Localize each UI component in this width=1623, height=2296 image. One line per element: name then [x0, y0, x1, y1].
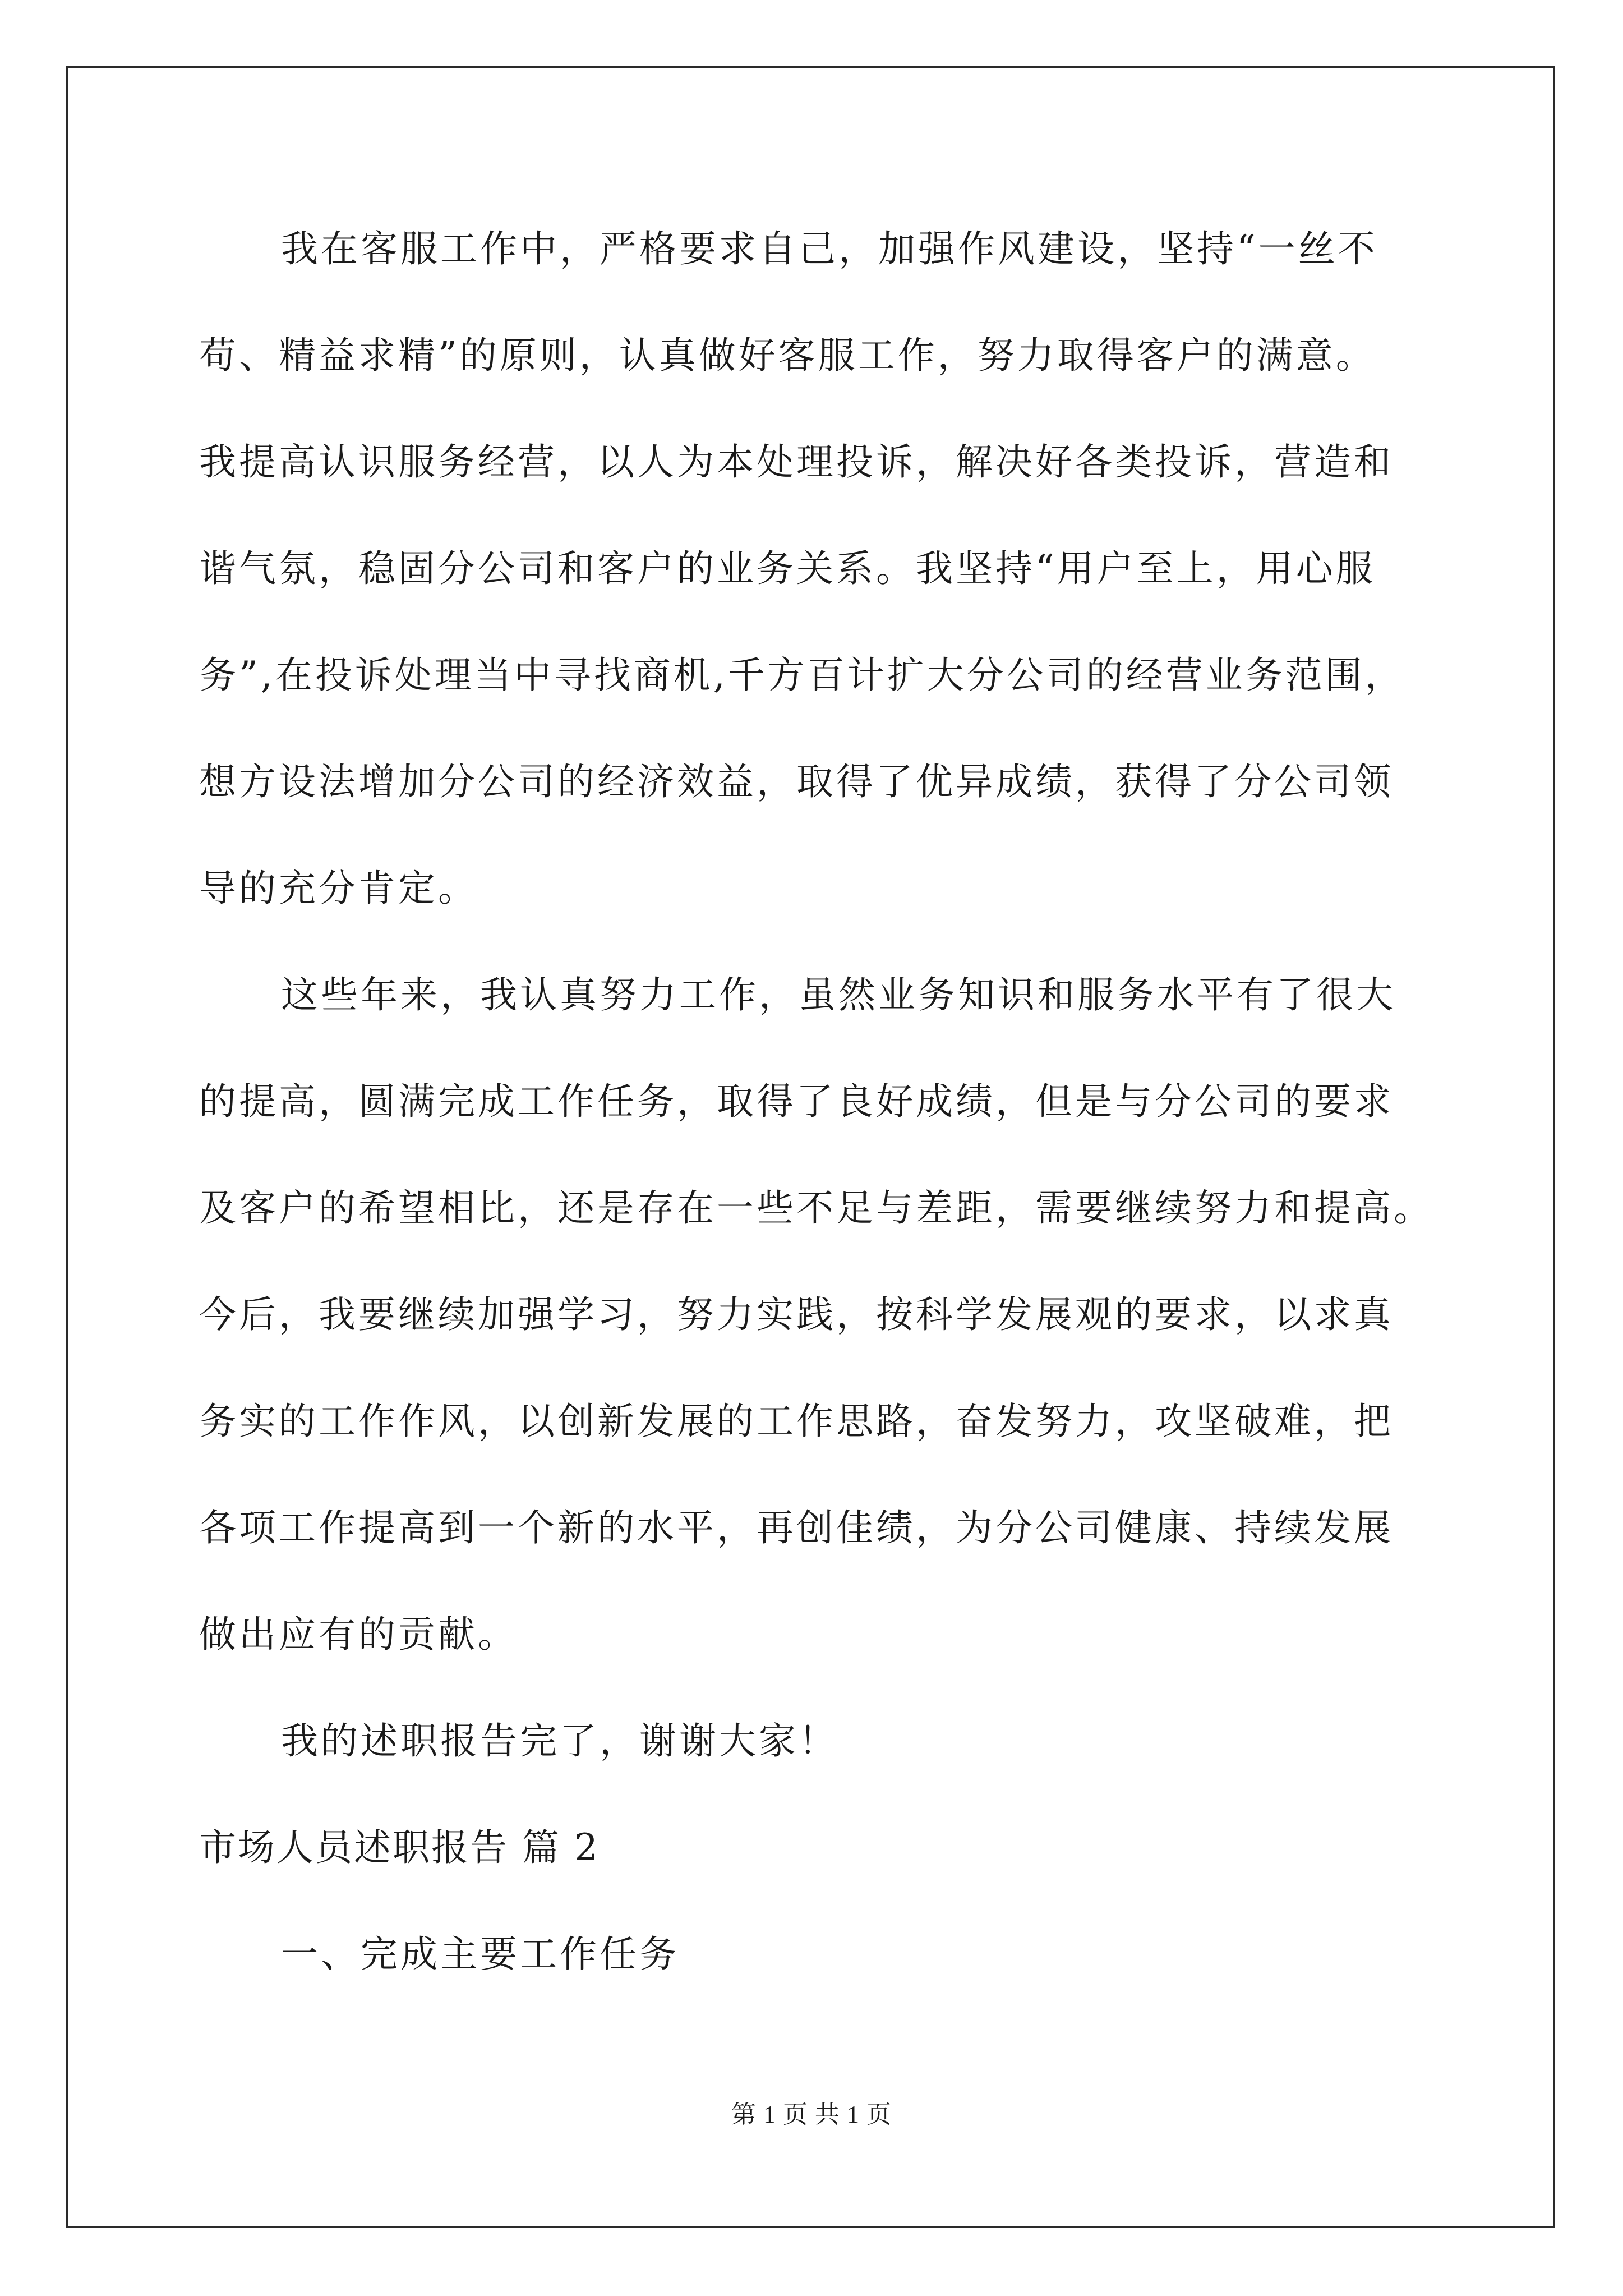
section-title: 市场人员述职报告 篇 2 — [199, 1826, 600, 1869]
paragraph-1-line-2: 苟、精益求精”的原则，认真做好客服工作，努力取得客户的满意。 — [199, 334, 1376, 377]
paragraph-2-line-4: 今后，我要继续加强学习，努力实践，按科学发展观的要求，以求真 — [199, 1293, 1394, 1336]
paragraph-2-line-3: 及客户的希望相比，还是存在一些不足与差距，需要继续努力和提高。 — [199, 1186, 1433, 1230]
paragraph-2-line-6: 各项工作提高到一个新的水平，再创佳绩，为分公司健康、持续发展 — [199, 1506, 1394, 1549]
paragraph-1-line-6: 想方设法增加分公司的经济效益，取得了优异成绩，获得了分公司领 — [199, 760, 1394, 803]
paragraph-1-line-3: 我提高认识服务经营，以人为本处理投诉，解决好各类投诉，营造和 — [199, 440, 1394, 484]
closing-remark: 我的述职报告完了，谢谢大家！ — [281, 1719, 838, 1763]
paragraph-1-line-1: 我在客服工作中，严格要求自己，加强作风建设，坚持“一丝不 — [281, 227, 1378, 270]
paragraph-2-line-7: 做出应有的贡献。 — [199, 1613, 518, 1656]
paragraph-2-line-5: 务实的工作作风，以创新发展的工作思路，奋发努力，攻坚破难，把 — [199, 1400, 1394, 1443]
paragraph-2-line-2: 的提高，圆满完成工作任务，取得了良好成绩，但是与分公司的要求 — [199, 1080, 1394, 1123]
subsection-heading: 一、完成主要工作任务 — [281, 1932, 679, 1976]
paragraph-2-line-1: 这些年来，我认真努力工作，虽然业务知识和服务水平有了很大 — [281, 973, 1396, 1016]
paragraph-1-line-5: 务”,在投诉处理当中寻找商机,千方百计扩大分公司的经营业务范围， — [199, 654, 1405, 697]
paragraph-1-line-7: 导的充分肯定。 — [199, 867, 478, 910]
document-body — [199, 216, 1450, 2028]
paragraph-1-line-4: 谐气氛，稳固分公司和客户的业务关系。我坚持“用户至上，用心服 — [199, 547, 1376, 590]
page-number-footer: 第 1 页 共 1 页 — [731, 2101, 892, 2128]
